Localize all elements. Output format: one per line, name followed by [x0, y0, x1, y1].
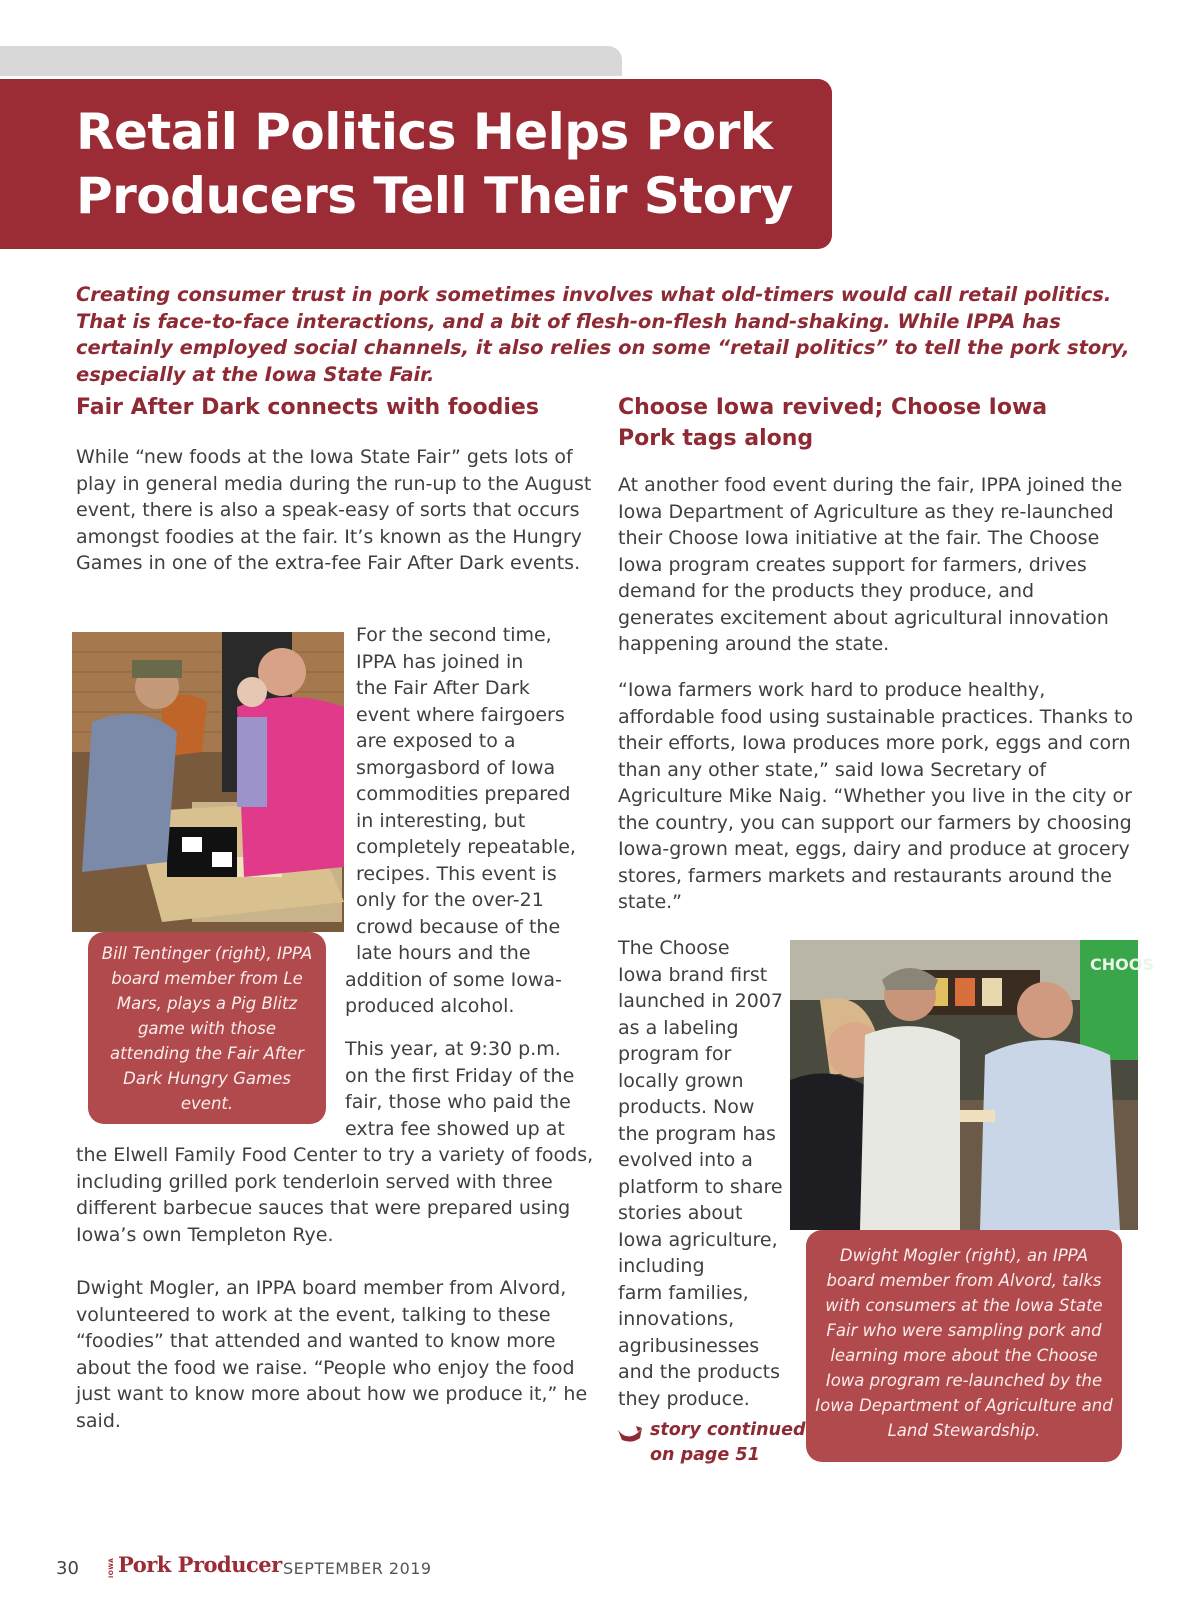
- p3-line: This year, at 9:30 p.m.: [345, 1038, 561, 1060]
- p3-line: farm families,: [618, 1281, 749, 1304]
- p3-line: evolved into a: [618, 1149, 753, 1171]
- p2-line: IPPA has joined in: [356, 650, 524, 673]
- p3-line: program for: [618, 1043, 732, 1065]
- p3-line: Iowa brand first: [618, 963, 768, 986]
- p2-line: produced alcohol.: [345, 995, 515, 1017]
- p2-line: only for the over-21: [356, 889, 544, 911]
- p2-line: in interesting, but: [356, 809, 526, 832]
- p3-line: stories about: [618, 1202, 743, 1224]
- issue-date: SEPTEMBER 2019: [283, 1559, 432, 1578]
- p2-line: are exposed to a: [356, 730, 516, 752]
- right-section-heading: Choose Iowa revived; Choose Iowa Pork tags along: [618, 395, 1048, 451]
- p3-line: The Choose: [618, 937, 730, 959]
- p3-line: locally grown: [618, 1069, 744, 1092]
- fair-after-dark-photo: [72, 632, 344, 932]
- p3-line: Iowa agriculture,: [618, 1228, 778, 1251]
- p2-line: addition of some Iowa-: [345, 968, 562, 991]
- pig-icon: [616, 1424, 644, 1442]
- p2-line: recipes. This event is: [356, 862, 557, 885]
- story-continued-page: on page 51: [650, 1445, 760, 1465]
- p3-line: fair, those who paid the: [345, 1091, 571, 1113]
- choose-iowa-photo: [790, 940, 1154, 1230]
- right-photo-caption: Dwight Mogler (right), an IPPA board member from Alvord, talks with consumers at the Iowa State Fair who were sampling pork and learning more about the Choose Iowa program re-launched by the Iowa Department of Agriculture and Land Stewardship.: [815, 1246, 1113, 1440]
- p2-line: late hours and the: [356, 942, 531, 964]
- p3-line: they produce.: [618, 1387, 750, 1410]
- p3-line: the program has: [618, 1122, 776, 1145]
- p3-line: platform to share: [618, 1175, 783, 1198]
- left-paragraph-4: Dwight Mogler, an IPPA board member from Alvord, volunteered to work at the event, talking to these “foodies” that attended and wanted to know more about the food we raise. “People who enjoy the food just want to know more about how we produce it,” he said.: [76, 1277, 588, 1432]
- article-title: Retail Politics Helps Pork Producers Tell Their Story: [76, 103, 793, 225]
- p3-line: as a labeling: [618, 1016, 739, 1039]
- left-paragraph-1: While “new foods at the Iowa State Fair” gets lots of play in general media during the run-up to the August event, there is also a speak-easy of sorts that occurs amongst foodies at the fair. It’s known as the Hungry Games in one of the extra-fee Fair After Dark events.: [76, 446, 592, 574]
- p3-line: launched in 2007: [618, 990, 783, 1012]
- p2-line: crowd because of the: [356, 915, 561, 938]
- story-continued-label: story continued: [650, 1420, 806, 1440]
- page-number: 30: [56, 1558, 79, 1579]
- p2-line: the Fair After Dark: [356, 677, 530, 699]
- magazine-state: IOWA: [108, 1557, 115, 1578]
- left-section-heading: Fair After Dark connects with foodies: [76, 395, 539, 420]
- article-intro: Creating consumer trust in pork sometimes involves what old-timers would call retail politics. That is face-to-face interactions, and a bit of flesh-on-flesh hand-shaking. While IPPA has certainly employed social channels, it also relies on some “retail politics” to tell the pork story, especially at the Iowa State Fair.: [76, 283, 1130, 386]
- photo-illustration: [790, 940, 1154, 1230]
- photo-sign-text: CHOOS: [1090, 955, 1154, 974]
- right-paragraph-2: “Iowa farmers work hard to produce healthy, affordable food using sustainable practices. Thanks to their efforts, Iowa produces more pork, eggs and corn than any other state,” said Iowa Secretary of Agriculture Mike Naig. “Whether you live in the city or the country, you can support our farmers by choosing Iowa-grown meat, eggs, dairy and produce at grocery stores, farmers markets and restaurants around the state.”: [618, 679, 1134, 913]
- magazine-logo: Pork Producer: [118, 1552, 282, 1577]
- p2-line: smorgasbord of Iowa: [356, 756, 556, 779]
- p2-line: commodities prepared: [356, 783, 571, 805]
- p3-line: and the products: [618, 1361, 780, 1383]
- p3-line: including: [618, 1255, 705, 1277]
- p3-line: extra fee showed up at: [345, 1117, 565, 1140]
- right-paragraph-1: At another food event during the fair, IPPA joined the Iowa Department of Agriculture as they re-launched their Choose Iowa initiative at the fair. The Choose Iowa program creates support for farmers, drives demand for the products they produce, and generates excitement about agricultural innovation happening around the state.: [618, 474, 1123, 655]
- header-gray-strip: [0, 46, 622, 76]
- p3-line: on the first Friday of the: [345, 1064, 575, 1087]
- p3-line: products. Now: [618, 1096, 755, 1118]
- p2-line: completely repeatable,: [356, 836, 576, 858]
- left-paragraph-3-rest: the Elwell Family Food Center to try a variety of foods, including grilled pork tenderloin served with three different barbecue sauces that were prepared using Iowa’s own Templeton Rye.: [76, 1144, 594, 1246]
- photo-illustration: [72, 632, 344, 932]
- p2-line: event where fairgoers: [356, 703, 565, 726]
- p3-line: agribusinesses: [618, 1334, 760, 1357]
- left-photo-caption: Bill Tentinger (right), IPPA board member from Le Mars, plays a Pig Blitz game with those attending the Fair After Dark Hungry Games event.: [101, 944, 313, 1113]
- p3-line: innovations,: [618, 1308, 735, 1330]
- p2-line: For the second time,: [356, 624, 552, 646]
